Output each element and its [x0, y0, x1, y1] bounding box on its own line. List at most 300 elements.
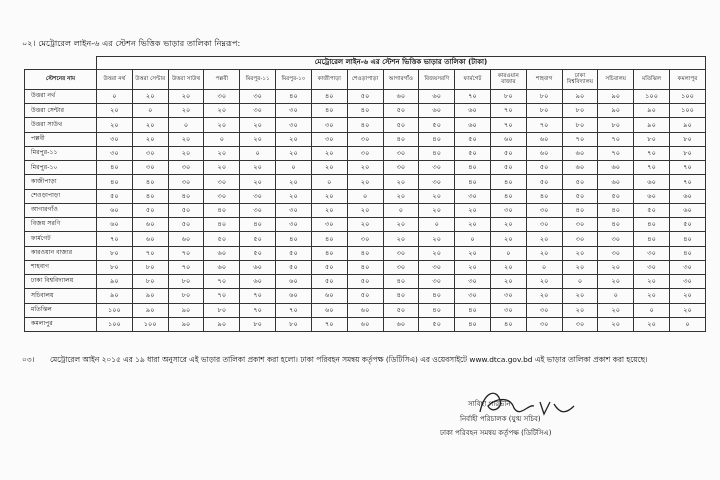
fare-cell: ৭০	[598, 146, 634, 160]
fare-cell: ৪০	[311, 246, 347, 260]
fare-cell: ৭০	[490, 118, 526, 132]
column-header: শাহবাগ	[526, 70, 562, 90]
fare-cell: ২০	[562, 289, 598, 303]
fare-cell: ২০	[419, 232, 455, 246]
fare-cell: ৮০	[670, 132, 706, 146]
signatory-name: সাবিহা পারভীন	[468, 400, 511, 408]
fare-cell: ০	[634, 303, 670, 317]
fare-cell: ০	[419, 218, 455, 232]
fare-cell: ৮০	[132, 275, 168, 289]
fare-cell: ৪০	[526, 189, 562, 203]
fare-cell: ০	[276, 161, 312, 175]
fare-cell: ৪০	[168, 189, 204, 203]
fare-cell: ২০	[526, 289, 562, 303]
fare-cell: ২০	[383, 232, 419, 246]
fare-cell: ৩০	[240, 90, 276, 104]
fare-cell: ৪০	[598, 218, 634, 232]
column-header: মিরপুর-১০	[276, 70, 312, 90]
fare-cell: ২০	[240, 118, 276, 132]
row-station-name: মিরপুর-১০	[25, 161, 97, 175]
fare-cell: ৬০	[204, 246, 240, 260]
fare-cell: ৬০	[168, 232, 204, 246]
fare-cell: ৭০	[634, 161, 670, 175]
fare-cell: ২০	[276, 175, 312, 189]
column-header: সচিবালয়	[598, 70, 634, 90]
fare-cell: ৬০	[276, 275, 312, 289]
fare-cell: ৮০	[670, 146, 706, 160]
fare-cell: ৩০	[240, 203, 276, 217]
fare-cell: ৫০	[347, 275, 383, 289]
fare-cell: ৫০	[383, 118, 419, 132]
table-row	[25, 246, 706, 260]
fare-cell: ৩০	[276, 203, 312, 217]
fare-cell: ৯০	[132, 289, 168, 303]
fare-cell: ৩০	[168, 175, 204, 189]
fare-cell: ৬০	[455, 104, 491, 118]
fare-cell: ৭০	[598, 132, 634, 146]
fare-cell: ২০	[204, 161, 240, 175]
corner-header: স্টেশনের নাম	[25, 70, 97, 90]
table-row	[25, 90, 706, 104]
column-header: কারওয়ান বাজার	[490, 70, 526, 90]
fare-cell: ৬০	[276, 289, 312, 303]
fare-cell: ৪০	[634, 218, 670, 232]
fare-cell: ৫০	[311, 260, 347, 274]
column-header: কাজীপাড়া	[311, 70, 347, 90]
fare-cell: ০	[347, 189, 383, 203]
fare-cell: ৪০	[240, 218, 276, 232]
fare-cell: ৮০	[526, 90, 562, 104]
fare-cell: ৭০	[634, 146, 670, 160]
fare-cell: ৪০	[455, 175, 491, 189]
fare-cell: ০	[311, 175, 347, 189]
fare-cell: ২০	[419, 189, 455, 203]
fare-cell: ৮০	[490, 90, 526, 104]
fare-cell: ৩০	[347, 232, 383, 246]
fare-cell: ৫০	[455, 146, 491, 160]
fare-cell: ০	[240, 146, 276, 160]
fare-cell: ৭০	[168, 246, 204, 260]
fare-cell: ৫০	[526, 161, 562, 175]
fare-cell: ৭০	[562, 132, 598, 146]
fare-cell: ৭০	[132, 246, 168, 260]
fare-cell: ৪০	[347, 260, 383, 274]
fare-cell: ৫০	[311, 275, 347, 289]
fare-cell: ৩০	[562, 218, 598, 232]
row-station-name: শাহবাগ	[25, 260, 97, 274]
fare-cell: ২০	[490, 275, 526, 289]
fare-cell: ৬০	[347, 303, 383, 317]
fare-cell: ৬০	[97, 203, 133, 217]
table-row	[25, 118, 706, 132]
row-station-name: সচিবালয়	[25, 289, 97, 303]
table-title-row	[25, 57, 706, 70]
fare-cell: ২০	[670, 289, 706, 303]
fare-cell: ২০	[204, 118, 240, 132]
fare-cell: ০	[670, 317, 706, 331]
fare-cell: ৪০	[419, 289, 455, 303]
fare-cell: ৯০	[204, 317, 240, 331]
fare-cell: ০	[132, 104, 168, 118]
fare-cell: ৪০	[670, 246, 706, 260]
column-header: উত্তরা সেন্টার	[132, 70, 168, 90]
fare-cell: ২০	[670, 303, 706, 317]
fare-cell: ৫০	[383, 303, 419, 317]
fare-cell: ৩০	[168, 161, 204, 175]
fare-cell: ৪০	[204, 203, 240, 217]
fare-cell: ৩০	[670, 260, 706, 274]
fare-cell: ২০	[168, 104, 204, 118]
fare-cell: ৫০	[132, 203, 168, 217]
fare-cell: ২০	[598, 317, 634, 331]
fare-cell: ৫০	[240, 246, 276, 260]
fare-cell: ৬০	[670, 203, 706, 217]
row-station-name: ফার্মগেট	[25, 232, 97, 246]
fare-cell: ৬০	[419, 104, 455, 118]
row-station-name: কারওয়ান বাজার	[25, 246, 97, 260]
fare-cell: ০	[168, 118, 204, 132]
fare-cell: ৩০	[455, 289, 491, 303]
fare-cell: ৮০	[562, 118, 598, 132]
fare-cell: ৪০	[276, 90, 312, 104]
fare-cell: ৩০	[204, 189, 240, 203]
fare-cell: ২০	[455, 203, 491, 217]
column-header: ফার্মগেট	[455, 70, 491, 90]
fare-cell: ৫০	[490, 161, 526, 175]
fare-cell: ৫০	[455, 132, 491, 146]
fare-cell: ৭০	[490, 104, 526, 118]
fare-cell: ২০	[562, 260, 598, 274]
fare-cell: ০	[204, 132, 240, 146]
fare-cell: ৮০	[240, 317, 276, 331]
fare-cell: ৩০	[240, 104, 276, 118]
fare-cell: ৩০	[526, 203, 562, 217]
fare-cell: ৫০	[168, 203, 204, 217]
fare-cell: ৪০	[419, 146, 455, 160]
fare-cell: ৩০	[240, 189, 276, 203]
fare-cell: ২০	[490, 260, 526, 274]
fare-cell: ৬০	[311, 289, 347, 303]
table-row	[25, 132, 706, 146]
fare-cell: ২০	[455, 218, 491, 232]
fare-cell: ৩০	[204, 175, 240, 189]
fare-cell: ৬০	[562, 146, 598, 160]
row-station-name: উত্তরা সাউথ	[25, 118, 97, 132]
fare-cell: ৩০	[455, 189, 491, 203]
fare-cell: ৬০	[204, 260, 240, 274]
row-station-name: মিরপুর-১১	[25, 146, 97, 160]
fare-cell: ৪০	[634, 232, 670, 246]
fare-cell: ৬০	[562, 161, 598, 175]
fare-cell: ৮০	[634, 132, 670, 146]
fare-cell: ৪০	[132, 175, 168, 189]
fare-cell: ৩০	[526, 303, 562, 317]
fare-cell: ৩০	[455, 275, 491, 289]
column-header: বিজয়সরণি	[419, 70, 455, 90]
fare-cell: ২০	[168, 132, 204, 146]
fare-cell: ৪০	[490, 317, 526, 331]
fare-cell: ৬০	[598, 175, 634, 189]
fare-cell: ৩০	[383, 246, 419, 260]
fare-cell: ৩০	[311, 132, 347, 146]
fare-cell: ৮০	[132, 260, 168, 274]
table-row	[25, 218, 706, 232]
fare-cell: ৬০	[634, 189, 670, 203]
fare-cell: ৪০	[670, 232, 706, 246]
fare-cell: ৬০	[383, 90, 419, 104]
fare-cell: ২০	[97, 118, 133, 132]
fare-cell: ৭০	[455, 90, 491, 104]
fare-cell: ৫০	[347, 289, 383, 303]
table-row	[25, 303, 706, 317]
fare-cell: ৮০	[276, 317, 312, 331]
title-blank-cell	[25, 57, 97, 70]
fare-cell: ৩০	[132, 146, 168, 160]
table-row	[25, 104, 706, 118]
fare-cell: ২০	[526, 275, 562, 289]
fare-cell: ৬০	[311, 303, 347, 317]
fare-cell: ২০	[419, 246, 455, 260]
fare-table	[24, 56, 706, 332]
fare-cell: ৬০	[383, 317, 419, 331]
fare-cell: ৯০	[562, 90, 598, 104]
column-header: আগারগাঁও	[383, 70, 419, 90]
table-row	[25, 175, 706, 189]
fare-cell: ৫০	[562, 175, 598, 189]
fare-cell: ৩০	[383, 161, 419, 175]
fare-cell: ২০	[240, 161, 276, 175]
fare-cell: ২০	[347, 161, 383, 175]
fare-cell: ৫০	[419, 317, 455, 331]
fare-cell: ৩০	[383, 146, 419, 160]
fare-cell: ২০	[276, 146, 312, 160]
fare-cell: ৪০	[562, 203, 598, 217]
fare-cell: ৯০	[132, 303, 168, 317]
fare-cell: ৩০	[634, 260, 670, 274]
table-row	[25, 161, 706, 175]
fare-cell: ৭০	[670, 161, 706, 175]
fare-cell: ৫০	[347, 90, 383, 104]
row-station-name: শেওড়াপাড়া	[25, 189, 97, 203]
fare-cell: ৫০	[562, 189, 598, 203]
fare-cell: ২০	[383, 218, 419, 232]
fare-cell: ২০	[598, 303, 634, 317]
row-station-name: আগারগাঁও	[25, 203, 97, 217]
fare-cell: ২০	[311, 146, 347, 160]
fare-cell: ৩০	[276, 104, 312, 118]
fare-cell: ২০	[634, 317, 670, 331]
fare-cell: ৪০	[383, 275, 419, 289]
fare-cell: ৪০	[97, 175, 133, 189]
fare-cell: ৫০	[490, 146, 526, 160]
fare-cell: ২০	[383, 175, 419, 189]
fare-cell: ৫০	[670, 218, 706, 232]
fare-cell: ৪০	[97, 161, 133, 175]
row-station-name: উত্তরা সেন্টার	[25, 104, 97, 118]
fare-cell: ৩০	[419, 260, 455, 274]
column-header: ঢাকা বিশ্ববিদ্যালয়	[562, 70, 598, 90]
note-number: ০৩।	[22, 355, 35, 364]
fare-cell: ৪০	[347, 118, 383, 132]
fare-cell: ০	[598, 289, 634, 303]
fare-cell: ৫০	[240, 232, 276, 246]
fare-cell: ৩০	[562, 232, 598, 246]
fare-cell: ৩০	[490, 203, 526, 217]
table-row	[25, 260, 706, 274]
fare-cell: ৬০	[634, 175, 670, 189]
fare-cell: ৪০	[383, 132, 419, 146]
fare-cell: ৫০	[276, 246, 312, 260]
fare-cell: ৬০	[670, 189, 706, 203]
note-text: মেট্রোরেল আইন ২০১৫ এর ১৯ ধারা অনুসারে এই ভাড়ার তালিকা প্রকাশ করা হলো। ঢাকা পরিবহন সমন্বয় কর্তৃপক্ষ (ডিটিসিএ) এর ওয়েবসাইটে www.dtca.gov.bd এই ভাড়ার তালিকা প্রকাশ করা হয়েছে।	[50, 355, 648, 364]
fare-cell: ৫০	[526, 175, 562, 189]
fare-cell: ২০	[419, 203, 455, 217]
fare-cell: ৭০	[204, 275, 240, 289]
fare-cell: ১০০	[634, 90, 670, 104]
row-station-name: মতিঝিল	[25, 303, 97, 317]
fare-cell: ২০	[204, 104, 240, 118]
row-station-name: কমলাপুর	[25, 317, 97, 331]
fare-cell: ৯০	[168, 303, 204, 317]
fare-cell: ৮০	[562, 104, 598, 118]
table-row	[25, 232, 706, 246]
table-row	[25, 203, 706, 217]
fare-cell: ৯০	[598, 90, 634, 104]
fare-cell: ২০	[526, 246, 562, 260]
fare-cell: ২০	[276, 189, 312, 203]
fare-cell: ২০	[562, 303, 598, 317]
fare-cell: ২০	[634, 289, 670, 303]
fare-cell: ২০	[455, 246, 491, 260]
fare-cell: ৪০	[490, 189, 526, 203]
fare-cell: ৮০	[598, 118, 634, 132]
fare-cell: ২০	[383, 189, 419, 203]
table-row	[25, 189, 706, 203]
fare-cell: ৪০	[455, 161, 491, 175]
fare-cell: ৪০	[347, 246, 383, 260]
fare-cell: ২০	[132, 90, 168, 104]
fare-cell: ২০	[168, 146, 204, 160]
fare-cell: ৪০	[311, 104, 347, 118]
fare-cell: ৩০	[490, 289, 526, 303]
fare-cell: ৯০	[634, 104, 670, 118]
row-station-name: ঢাকা বিশ্ববিদ্যালয়	[25, 275, 97, 289]
fare-cell: ৩০	[276, 118, 312, 132]
fare-cell: ৫০	[634, 203, 670, 217]
fare-cell: ৮০	[97, 246, 133, 260]
fare-cell: ৩০	[311, 118, 347, 132]
signature-block	[440, 392, 620, 452]
row-station-name: কাজীপাড়া	[25, 175, 97, 189]
fare-cell: ৩০	[204, 90, 240, 104]
fare-cell: ৯০	[670, 118, 706, 132]
fare-cell: ৯০	[97, 289, 133, 303]
fare-cell: ৪০	[311, 90, 347, 104]
column-header: শেওড়াপাড়া	[347, 70, 383, 90]
fare-cell: ১০০	[670, 104, 706, 118]
section-heading: ০২। মেট্রোরেল লাইন-৬ এর স্টেশন ভিত্তিক ভাড়ার তালিকা নিম্নরূপ:	[22, 39, 241, 48]
table-row	[25, 275, 706, 289]
fare-cell: ৬০	[97, 218, 133, 232]
fare-cell: ৩০	[347, 132, 383, 146]
fare-cell: ৬০	[455, 118, 491, 132]
table-row	[25, 146, 706, 160]
column-header: পল্লবী	[204, 70, 240, 90]
table-row	[25, 289, 706, 303]
fare-cell: ২০	[311, 189, 347, 203]
fare-cell: ৩০	[383, 260, 419, 274]
fare-cell: ৭০	[240, 289, 276, 303]
fare-cell: ৭০	[240, 303, 276, 317]
fare-cell: ২০	[598, 275, 634, 289]
fare-cell: ২০	[598, 260, 634, 274]
fare-cell: ৯০	[634, 118, 670, 132]
fare-cell: ২০	[526, 232, 562, 246]
fare-cell: ৪০	[347, 104, 383, 118]
fare-cell: ৮০	[97, 260, 133, 274]
fare-cell: ৮০	[526, 104, 562, 118]
fare-cell: ৩০	[562, 317, 598, 331]
fare-cell: ০	[455, 232, 491, 246]
fare-cell: ৪০	[598, 203, 634, 217]
signatory-designation: নির্বাহী পরিচালক (যুগ্ম সচিব)	[460, 415, 541, 423]
table-row	[25, 317, 706, 331]
fare-cell: ৫০	[276, 260, 312, 274]
fare-cell: ৯০	[598, 104, 634, 118]
fare-cell: ২০	[132, 132, 168, 146]
row-station-name: বিজয় সরণি	[25, 218, 97, 232]
fare-cell: ২০	[347, 218, 383, 232]
fare-cell: ৪০	[455, 317, 491, 331]
fare-cell: ২০	[490, 232, 526, 246]
fare-cell: ৭০	[526, 118, 562, 132]
fare-cell: ৪০	[455, 303, 491, 317]
fare-cell: ৪০	[383, 289, 419, 303]
note-paragraph	[22, 352, 702, 367]
signatory-organization: ঢাকা পরিবহন সমন্বয় কর্তৃপক্ষ (ডিটিসিএ)	[440, 429, 552, 437]
column-header: মতিঝিল	[634, 70, 670, 90]
fare-cell: ৬০	[526, 146, 562, 160]
fare-cell: ৫০	[419, 118, 455, 132]
column-header-row	[25, 70, 706, 90]
fare-cell: ৯০	[97, 275, 133, 289]
fare-cell: ৭০	[311, 317, 347, 331]
fare-cell: ০	[97, 90, 133, 104]
fare-cell: ৩০	[634, 246, 670, 260]
fare-cell: ৭০	[670, 175, 706, 189]
fare-cell: ৩০	[526, 218, 562, 232]
fare-cell: ৬০	[526, 132, 562, 146]
column-header: উত্তরা নর্থ	[97, 70, 133, 90]
fare-cell: ৪০	[311, 232, 347, 246]
fare-cell: ৬০	[598, 161, 634, 175]
fare-cell: ২০	[634, 275, 670, 289]
fare-cell: ৫০	[383, 104, 419, 118]
fare-cell: ৩০	[97, 146, 133, 160]
fare-cell: ৩০	[311, 218, 347, 232]
fare-cell: ৪০	[490, 175, 526, 189]
fare-cell: ৭০	[276, 303, 312, 317]
fare-cell: ৭০	[204, 289, 240, 303]
fare-cell: ৫০	[204, 232, 240, 246]
fare-cell: ৭০	[97, 232, 133, 246]
fare-cell: ৩০	[132, 161, 168, 175]
row-station-name: উত্তরা নর্থ	[25, 90, 97, 104]
fare-cell: ২০	[132, 118, 168, 132]
fare-cell: ১০০	[97, 303, 133, 317]
fare-cell: ৪০	[276, 232, 312, 246]
fare-cell: ১০০	[132, 317, 168, 331]
